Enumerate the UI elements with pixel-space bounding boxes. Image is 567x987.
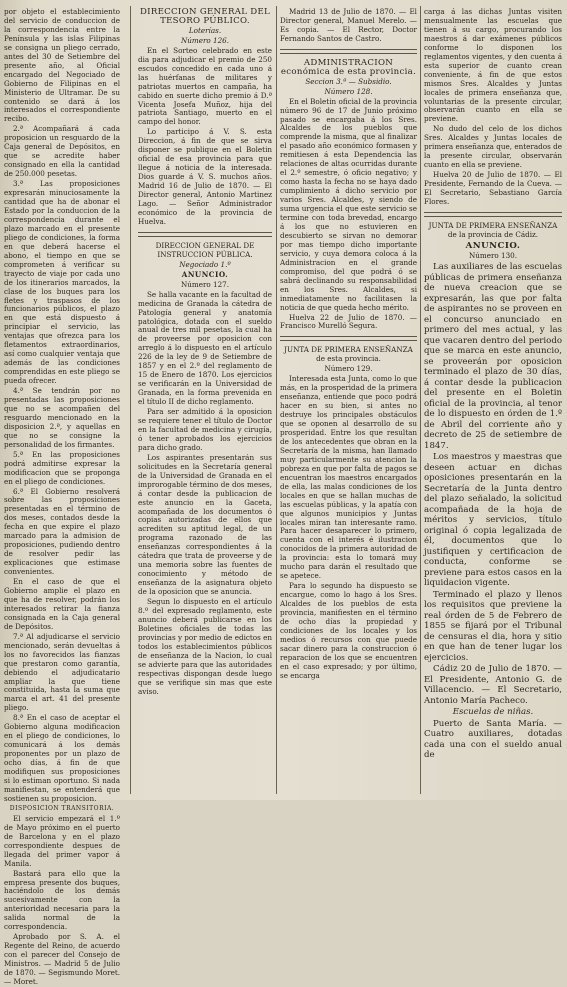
notice-number: Número 127.	[180, 279, 230, 289]
paragraph: 2.ª Acompañará á cada proposicion un resguardo de la Caja general de Depósitos, en que se acredite haber consignado en ella la cantidad de 250.000 pesetas.	[4, 124, 120, 179]
section-heading: JUNTA DE PRIMERA ENSEÑANZA de la provincia de Cádiz.	[428, 220, 558, 239]
column-divider	[420, 6, 421, 794]
section-divider	[280, 49, 417, 54]
section-heading: JUNTA DE PRIMERA ENSEÑANZA de esta provincia.	[284, 345, 413, 364]
paragraph: Huelva 20 de Julio de 1870. — El Presidente, Fernando de la Cueva. — El Secretario, Sebastiano García Flores.	[424, 170, 562, 207]
paragraph: Los aspirantes presentarán sus solicitudes en la Secretaría general de la Universidad de Granada en el improrogable término de dos meses, á contar desde la publicacion de este anuncio en la Gaceta, acompañada de los documentos ó copias autorizadas de ellos que acrediten su aptitud legal, de un programa razonado de las enseñanzas correspondientes á la cátedra que trata de proveerse y de una memoria sobre las fuentes de conocimiento y método de enseñanza de la asignatura objeto de la oposicion que se anuncia.	[138, 452, 272, 597]
paragraph: No dudo del celo de los dichos Sres. Alcaldes y Juntas locales de primera enseñanza que, enterados de la presente circular, observarán cuanto en ella se previene.	[424, 124, 562, 170]
paragraph: Los maestros y maestras que deseen actuar en dichas oposiciones presentarán en la Secretaría de la Junta dentro del plazo señalado, la solicitud acompañada de la hoja de méritos y servicios, título original ó copia legalizada de él, documentos que lo justifiquen y certificacion de conducta, conforme se previene para estos casos en la liquidacion vigente.	[424, 452, 562, 589]
section-divider	[424, 212, 562, 217]
paragraph: 5.ª En las proposiciones podrá admitirse expresar la modificacion que se proponga en el pliego de condiciones.	[4, 449, 120, 486]
paragraph: 7.ª Al adjudicarse el servicio mencionado, serán devueltas á los no favorecidos las fianzas que prestaron como garantía, debiendo el adjudicatario ampliar la que tiene constituida, hasta la suma que marca el art. 41 del presente pliego.	[4, 631, 120, 713]
paragraph: Terminado el plazo y llenos los requisitos que previene la real órden de 5 de Febrero de 1855 se fijará por el Tribunal de censuras el dia, hora y sitio en que han de tener lugar los ejercicios.	[424, 589, 562, 663]
paragraph: Para lo segundo ha dispuesto se encargue, como lo hago á los Sres. Alcaldes de los pueblos de esta provincia, manifiesten en el término de ocho días la propiedad y condiciones de los locales y los medios ó recursos con que puede sacar dinero para la construccion ó reparacion de los que se encuentren en el caso expresado; y por último, se encarga	[280, 581, 417, 680]
paragraph: Las auxiliares de las escuelas públicas de primera enseñanza de nueva creacion que se expresarán, las que por falta de aspirantes no se proveen en el concurso anunciado en primero del mes actual, y las que vacaren dentro del periodo que se marca en este anuncio, se proveerán por oposicion terminado el plazo de 30 días, á contar desde la publicacion del presente en el Boletin oficial de la provincia, al tenor de lo dispuesto en órden de 1.º de Abril del corriente año y decreto de 25 de setiembre de 1847.	[424, 262, 562, 451]
section-heading: DIRECCION GENERAL DE INSTRUCCION PÚBLICA.	[155, 240, 255, 259]
paragraph: Lo participo á V. S. esta Direccion, á fin de que se sirva disponer se publique en el Boletin oficial de esa provincia para que llegue á noticia de la interesada. Dios guarde á V. S. muchos años. Madrid 16 de Julio de 1870. — El Director general, Antonio Martinez Lago. — Señor Administrador económico de la provincia de Huelva.	[138, 127, 272, 226]
subheading: Seccion 3.ª — Subsidio.	[305, 76, 392, 86]
paragraph: carga á las dichas Juntas visiten mensualmente las escuelas que tienen á su cargo, procurando los maestros á dar exámenes públicos conforme lo disponen los reglamentos vigentes, y den cuenta á esta superior de cuanto crean conveniente, á fin de que estos mismos Sres. Alcaldes y Juntas locales de primera enseñanza que, voluntarias de la presente circular, observarán cuanto en ella se previene.	[424, 7, 562, 124]
section-divider	[138, 232, 272, 237]
paragraph: 8.ª En el caso de aceptar el Gobierno alguna modificacion en el pliego de condiciones, lo comunicará á los demás proponentes por un plazo de ocho días, á fin de que modifiquen sus proposiciones si lo estiman oportuno. Si nada manifiestan, se entenderá que sostienen su proposicion.	[4, 713, 120, 803]
paragraph: 6.ª El Gobierno resolverá sobre las proposiciones presentadas en el término de dos meses, contados desde la fecha en que expire el plazo marcado para la admision de proposiciones, pudiendo dentro de resolver pedir las explicaciones que estimase convenientes.	[4, 486, 120, 577]
announcement-title: ANUNCIO.	[465, 240, 521, 251]
subheading: Negociado 1.º	[179, 259, 231, 269]
paragraph: En el Boletin oficial de la provincia número 96 de 17 de Junio próximo pasado se encargaba á los Sres. Alcaldes de los pueblos que comprende la misma, que al finalizar el pasado año económico formasen y remitiesen á esta Dependencia las relaciones de altas ocurridas durante el 2.º semestre, ó oficio negativo; y como hasta la fecha no se haya dado cumplimiento á dicho servicio por varios Sres. Alcaldes, y siendo de suma urgencia el que este servicio se termine con toda brevedad, encargo á los que no estuvieren en descubierto se sirvan no demorar por mas tiempo dicho importante servicio, y cuya demora coloca á la Administracion en el grande compromiso, del que podrá ó se sabrá declinando su responsabilidad en los Sres. Alcaldes, si inmediatamente no facilitasen la noticia de que queda hecho mérito.	[280, 96, 417, 312]
paragraph: Para ser admitido á la oposicion se requiere tener el título de Doctor en la facultad de medicina y cirugía, ó tener aprobados los ejercicios para dicho grado.	[138, 407, 272, 452]
subheading: Loterías.	[188, 25, 222, 35]
section-heading: DIRECCION GENERAL DEL TESORO PÚBLICO.	[139, 7, 271, 26]
paragraph: Segun lo dispuesto en el artículo 8.º del expresado reglamento, este anuncio deberá publicarse en los Boletines oficiales de todas las provincias y por medio de edictos en todos los establecimientos públicos de enseñanza de la Nacion, lo cual se advierte para que las autoridades respectivas dispongan desde luego que se verifique sin mas que este aviso.	[138, 597, 272, 696]
paragraph: Puerto de Santa María. — Cuatro auxiliares, dotadas cada una con el sueldo anual de	[424, 718, 562, 761]
paragraph: por objeto el establecimiento del servicio de conduccion de la correspondencia entre la Península y las islas Filipinas se consigna un pliego cerrado, antes del 30 de Setiembre del presente año, al Oficial encargado del Negociado de Gobierno de Filipinas en el Ministerio de Ultramar. De su contenido se dará á los interesados el correspondiente recibo.	[4, 7, 120, 124]
paragraph: Bastará para ello que la empresa presente dos buques, haciéndolo de los demás sucesivamente con la anterioridad necesaria para la salida normal de la correspondencia.	[4, 868, 120, 932]
paragraph: Aprobado por S. A. el Regente del Reino, de acuerdo con el parecer del Consejo de Ministros. — Madrid 5 de Julio de 1870. — Segismundo Moret. — Moret.	[4, 932, 120, 986]
paragraph: En el Sorteo celebrado en este dia para adjudicar el premio de 250 escudos concedido en cada uno á las huérfanas de militares y patriotas muertos en campaña, ha cabido en suerte dicho premio á D.ª Vicenta Josefa Muñoz, hija del patriota Santiago, muerto en el campo del honor.	[138, 45, 272, 127]
paragraph: En el caso de que el Gobierno amplie el plazo en que ha de resolver, podrán los interesados retirar la fianza consignada en la Caja general de Depósitos.	[4, 577, 120, 631]
paragraph: Se halla vacante en la facultad de medicina de Granada la cátedra de Patología general y anatomía patológica, dotada con el sueldo anual de tres mil pesetas, la cual ha de proveerse por oposicion con arreglo á lo dispuesto en el artículo 226 de la ley de 9 de Setiembre de 1857 y en el 2.º del reglamento de 15 de Enero de 1870. Los ejercicios se verificarán en la Universidad de Granada, en la forma prevenida en el título II de dicho reglamento.	[138, 289, 272, 407]
column-1	[4, 7, 120, 986]
announcement-title: ANUNCIO.	[181, 269, 229, 279]
paragraph: Interesada esta Junta, como lo que más, en la prosperidad de la primera enseñanza, entiende que poco podrá hacer en su bien, si antes no destruye los principales obstáculos que se oponen al desarrollo de su prosperidad. Entre los que resultan de los antecedentes que obran en la Secretaría de la misma, han llamado muy particularmente su atencion la pobreza en que por falta de pagos se encuentran los maestros encargados de ella, las malas condiciones de los locales en que se hallan muchas de las escuelas públicas, y la apatía con que algunos municipios y Juntas locales miran tan interesante ramo. Para hacer desaparecer lo primero, cuenta con el interés é ilustracion conocidos de la primera autoridad de la provincia: esta lo tomará muy mucho para darán el resultado que se apetece.	[280, 374, 417, 581]
notice-number: Número 129.	[324, 364, 373, 374]
paragraph: Madrid 13 de Julio de 1870. — El Director general, Manuel Merelo. — Es copia. — El Rector, Doctor Fernando Santos de Castro.	[280, 7, 417, 43]
subheading: Escuelas de niñas.	[452, 707, 534, 718]
column-3	[280, 8, 417, 794]
paragraph: El servicio empezará el 1.º de Mayo próximo en el puerto de Barcelona y en el plazo correspondiente despues de llegada del primer vapor á Manila.	[4, 813, 120, 868]
paragraph: 3.ª Las proposiciones expresarán minuciosamente la cantidad que ha de abonar el Estado por la conduccion de la correspondencia durante el plazo marcado en el presente pliego de condiciones, la forma en que deberá hacerse el abono, el tiempo en que se comprometen á verificar su trayecto de viaje por cada uno de los itinerarios marcados, la clase de los buques para los fletes y traspasos de los funcionarios públicos, el plazo en que está dispuesto á principiar el servicio, las ventajas que ofrezca para los fletamentos extraordinarios, así como cualquier ventaja que además de las condiciones comprendidas en este pliego se pueda ofrecer.	[4, 179, 120, 386]
paragraph: 4.ª Se tendrán por no presentadas las proposiciones que no se acompañen del resguardo mencionado en la disposicion 2.ª, y aquellas en que no se consigne la personalidad de los firmantes.	[4, 386, 120, 449]
column-divider	[276, 6, 277, 794]
column-4	[424, 8, 562, 794]
notice-number: Número 128.	[324, 86, 373, 96]
notice-number: Número 130.	[468, 251, 518, 261]
notice-number: Número 126.	[180, 35, 230, 45]
section-heading: ADMINISTRACION económica de esta provincia.	[280, 57, 417, 77]
section-divider	[280, 336, 417, 341]
column-divider	[130, 6, 131, 794]
paragraph: Huelva 22 de Julio de 1870. — Francisco Murelló Segura.	[280, 312, 417, 331]
paragraph: Cádiz 20 de Julio de 1870. — El Presidente, Antonio G. de Villacencio. — El Secretario, Antonio María Pacheco.	[424, 664, 562, 706]
column-2	[138, 8, 272, 794]
section-heading: DISPOSICION TRANSITORIA.	[9, 804, 115, 812]
